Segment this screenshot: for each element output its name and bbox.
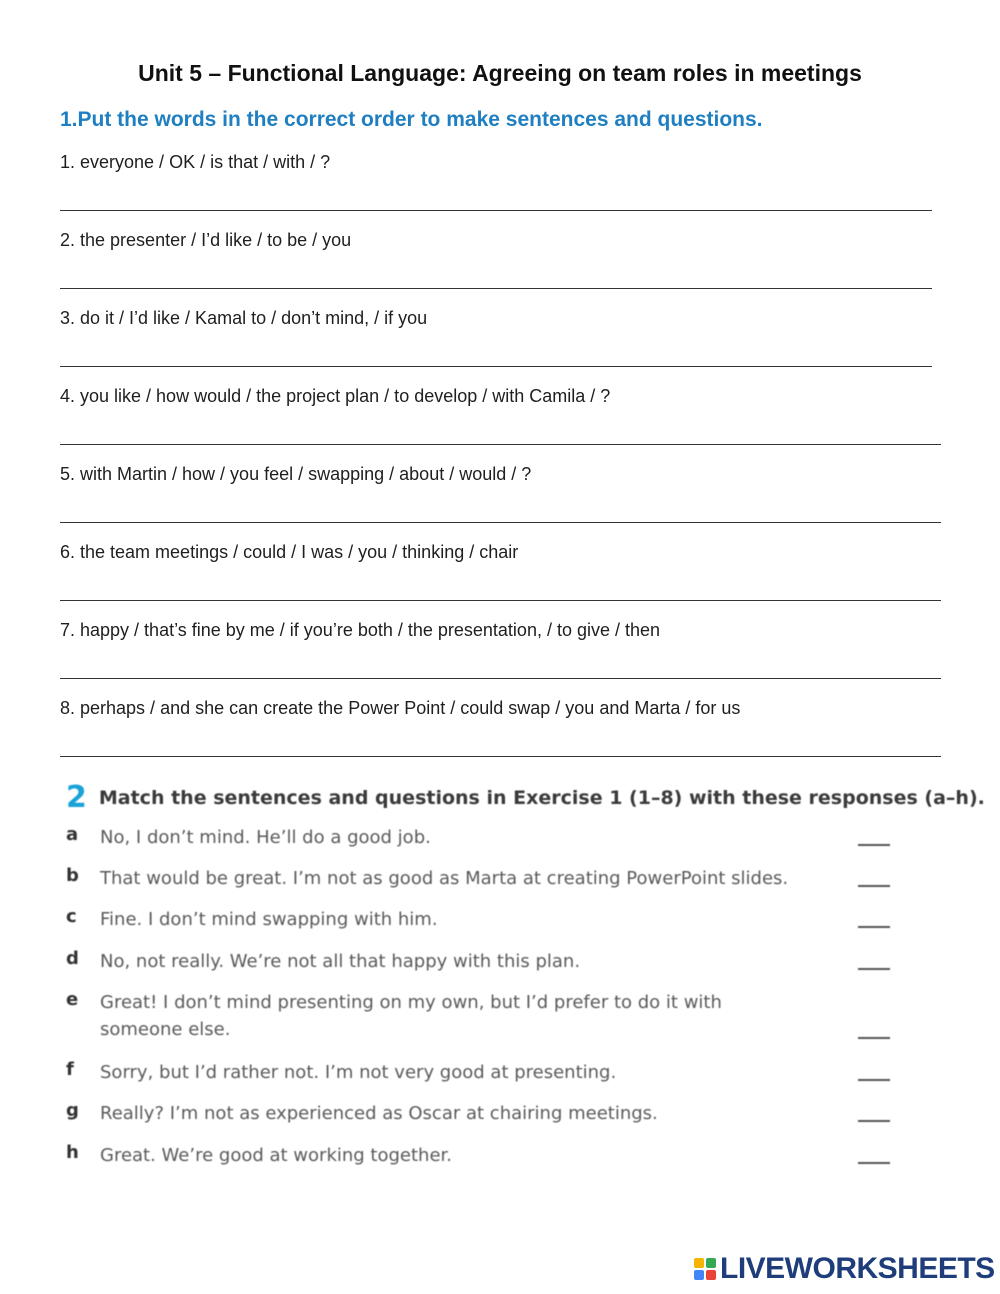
- logo-square: [706, 1258, 716, 1268]
- response-text: No, not really. We’re not all that happy with this plan.: [100, 951, 581, 972]
- response-answer-blank[interactable]: [858, 1079, 890, 1081]
- answer-line-4[interactable]: [60, 444, 941, 445]
- response-row: [66, 989, 896, 1049]
- response-text: Great! I don’t mind presenting on my own, but I’d prefer to do it with someone else.: [100, 992, 722, 1040]
- response-letter: g: [66, 1100, 79, 1121]
- exercise-1-item: 7. happy / that’s fine by me / if you’re both / the presentation, / to give / then: [60, 620, 661, 640]
- answer-line-6[interactable]: [60, 600, 941, 601]
- response-row: [66, 906, 896, 936]
- exercise-2-number: 2: [66, 780, 87, 815]
- response-answer-blank[interactable]: [858, 844, 890, 846]
- response-text: No, I don’t mind. He’ll do a good job.: [100, 827, 431, 848]
- response-answer-blank[interactable]: [858, 885, 890, 887]
- answer-line-8[interactable]: [60, 756, 941, 757]
- response-text: Sorry, but I’d rather not. I’m not very good at presenting.: [100, 1062, 617, 1083]
- response-row: [66, 1059, 896, 1089]
- exercise-1-item: 8. perhaps / and she can create the Power Point / could swap / you and Marta / for us: [60, 698, 741, 718]
- response-answer-blank[interactable]: [858, 1162, 890, 1164]
- response-row: [66, 824, 896, 854]
- answer-line-3[interactable]: [60, 366, 932, 367]
- logo-square: [694, 1258, 704, 1268]
- response-letter: a: [66, 824, 79, 845]
- liveworksheets-logo-icon: [694, 1258, 716, 1280]
- response-letter: b: [66, 865, 79, 886]
- logo-square: [706, 1270, 716, 1280]
- answer-line-1[interactable]: [60, 210, 932, 211]
- response-text: Really? I’m not as experienced as Oscar at chairing meetings.: [100, 1103, 658, 1124]
- response-row: [66, 1100, 896, 1130]
- response-answer-blank[interactable]: [858, 1120, 890, 1122]
- exercise-1-item: 6. the team meetings / could / I was / you / thinking / chair: [60, 542, 519, 562]
- exercise-2-heading-text: Match the sentences and questions in Exercise 1 (1–8) with these responses (a–h).: [98, 787, 985, 809]
- response-answer-blank[interactable]: [858, 968, 890, 970]
- exercise-1-item: 1. everyone / OK / is that / with / ?: [60, 152, 331, 172]
- liveworksheets-logo-text: LIVEWORKSHEETS: [720, 1252, 995, 1285]
- response-row: [66, 865, 896, 895]
- liveworksheets-logo: [694, 1252, 995, 1286]
- exercise-1-item: 5. with Martin / how / you feel / swapping / about / would / ?: [60, 464, 532, 484]
- exercise-2-heading: [66, 780, 985, 815]
- exercise-1-heading: 1.Put the words in the correct order to make sentences and questions.: [60, 108, 763, 131]
- response-text: Great. We’re good at working together.: [100, 1145, 453, 1166]
- response-text: That would be great. I’m not as good as Marta at creating PowerPoint slides.: [100, 868, 789, 889]
- page-title: Unit 5 – Functional Language: Agreeing on team roles in meetings: [138, 60, 862, 86]
- response-answer-blank[interactable]: [858, 1037, 890, 1039]
- exercise-1-item: 3. do it / I’d like / Kamal to / don’t mind, / if you: [60, 308, 428, 328]
- answer-line-7[interactable]: [60, 678, 941, 679]
- response-letter: f: [66, 1059, 74, 1080]
- response-letter: h: [66, 1142, 79, 1163]
- response-letter: d: [66, 948, 79, 969]
- response-row: [66, 1142, 896, 1172]
- response-letter: c: [66, 906, 77, 927]
- answer-line-2[interactable]: [60, 288, 932, 289]
- logo-square: [694, 1270, 704, 1280]
- answer-line-5[interactable]: [60, 522, 941, 523]
- exercise-1-item: 4. you like / how would / the project plan / to develop / with Camila / ?: [60, 386, 611, 406]
- response-answer-blank[interactable]: [858, 926, 890, 928]
- exercise-1-item: 2. the presenter / I’d like / to be / you: [60, 230, 352, 250]
- response-text: Fine. I don’t mind swapping with him.: [100, 909, 438, 930]
- response-letter: e: [66, 989, 79, 1010]
- response-row: [66, 948, 896, 978]
